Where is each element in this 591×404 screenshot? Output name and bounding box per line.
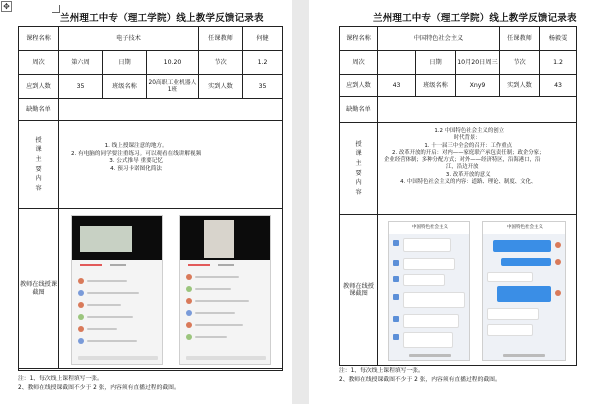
content-line: 时代背景： — [453, 135, 481, 142]
course-value[interactable]: 中国特色社会主义 — [378, 27, 500, 51]
content-line: 1.2 中国特色社会主义的创立 — [434, 128, 504, 134]
screenshots-cell — [59, 209, 283, 369]
live-video — [72, 216, 163, 260]
table-move-handle-icon[interactable]: ✥ — [1, 1, 12, 12]
footnote — [339, 367, 501, 386]
page-title: 兰州理工中专（理工学院）线上教学反馈记录表 — [373, 13, 577, 24]
content-line: 1. 线上授课注意的地方。 — [104, 143, 168, 149]
date-label: 日期 — [103, 51, 147, 75]
actual-value[interactable]: 43 — [540, 75, 577, 97]
content-line: 江，沿边开放 — [446, 164, 479, 171]
expected-value[interactable]: 43 — [378, 75, 416, 97]
teacher-value[interactable]: 杨毅雯 — [540, 27, 577, 51]
expected-label: 应到人数 — [340, 75, 378, 97]
course-value[interactable]: 电子技术 — [59, 27, 199, 51]
actual-label: 实到人数 — [199, 75, 243, 99]
phone-title: 中国特色社会主义 — [483, 222, 566, 234]
week-value[interactable]: 第六周 — [59, 51, 103, 75]
expected-value[interactable]: 35 — [59, 75, 103, 99]
class-label: 班级名称 — [103, 75, 147, 99]
content-line: 2. 改革开放的开启：对内——家庭联产承包责任制；政企分家； — [392, 149, 545, 156]
screenshot-2 — [482, 221, 566, 361]
teacher-value[interactable]: 何健 — [243, 27, 283, 51]
footnote-line: 注：1、每次线上课程填写一张。 — [18, 376, 103, 382]
week-label: 周次 — [19, 51, 59, 75]
footnote — [18, 375, 180, 394]
period-value[interactable]: 1.2 — [540, 51, 577, 75]
class-value[interactable]: Xny9 — [456, 75, 500, 97]
feedback-table — [339, 26, 577, 366]
actual-value[interactable]: 35 — [243, 75, 283, 99]
course-label: 课程名称 — [340, 27, 378, 51]
absent-value[interactable] — [59, 99, 283, 121]
live-video — [180, 216, 271, 260]
week-label: 周次 — [340, 51, 378, 75]
content-line: 3. 改革开放的意义 — [445, 171, 491, 178]
period-label: 节次 — [500, 51, 540, 75]
footnote-line: 2、教师在线授课截图不少于 2 张，内容须有直播过程的截图。 — [18, 385, 180, 392]
teacher-label: 任课教师 — [199, 27, 243, 51]
screenshot-2 — [179, 215, 271, 365]
screenshots-cell — [378, 215, 577, 366]
main-content-cell[interactable] — [378, 123, 577, 215]
date-value[interactable]: 10.20 — [147, 51, 199, 75]
content-line: 2. 有电脑的同学要注重练习。可以观看在线讲解视频 — [71, 150, 202, 157]
content-line: 1. 十一届三中全会的召开：工作重点 — [424, 142, 513, 149]
period-label: 节次 — [199, 51, 243, 75]
class-value[interactable]: 20高职工业机器人1班 — [147, 75, 199, 99]
absent-label: 缺勤名单 — [340, 97, 378, 123]
main-content-label: 授课主要内容 — [340, 123, 378, 215]
feedback-table — [18, 26, 283, 371]
absent-value[interactable] — [378, 97, 577, 123]
footnote-line: 2、教师在线授课截图不少于 2 张，内容须有直播过程的截图。 — [339, 377, 501, 384]
footnote-line: 注：1、每次线上课程填写一张。 — [339, 368, 424, 374]
content-line: 4. 预习卡诺图化简法 — [110, 165, 163, 172]
main-content-label: 授课主要内容 — [19, 121, 59, 209]
week-value[interactable] — [378, 51, 416, 75]
content-line: 企业经营体制；多种分配方式；对外——经济特区，沿海港口，沿 — [384, 157, 541, 164]
content-line: 4. 中国特色社会主义的内容：道路、理论、制度、文化、 — [400, 179, 537, 186]
course-label: 课程名称 — [19, 27, 59, 51]
date-value[interactable]: 10月20日周三 — [456, 51, 500, 75]
content-list — [380, 128, 544, 186]
teacher-label: 任课教师 — [500, 27, 540, 51]
phone-title: 中国特色社会主义 — [389, 222, 470, 234]
left-page — [0, 0, 292, 404]
right-page — [309, 0, 591, 404]
actual-label: 实到人数 — [500, 75, 540, 97]
screenshot-1 — [388, 221, 470, 361]
screenshot-1 — [71, 215, 163, 365]
screenshots-label: 教师在线授课截图 — [19, 209, 59, 369]
class-label: 班级名称 — [416, 75, 456, 97]
crop-mark — [52, 5, 60, 13]
absent-label: 缺勤名单 — [19, 99, 59, 121]
content-line: 3. 公式推导 重要记忆 — [109, 158, 163, 165]
date-label: 日期 — [416, 51, 456, 75]
main-content-cell[interactable] — [59, 121, 283, 209]
expected-label: 应到人数 — [19, 75, 59, 99]
period-value[interactable]: 1.2 — [243, 51, 283, 75]
page-title: 兰州理工中专（理工学院）线上教学反馈记录表 — [60, 13, 264, 24]
content-list — [71, 143, 201, 173]
screenshots-label: 教师在线授课截图 — [340, 215, 378, 366]
